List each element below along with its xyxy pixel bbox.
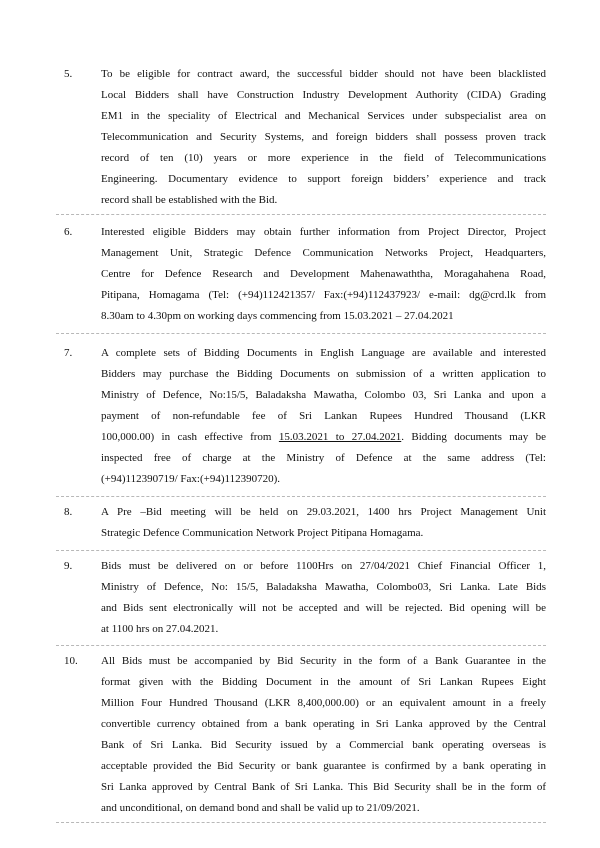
text-line: (+94)112390719/ Fax:(+94)112390720). bbox=[101, 473, 281, 485]
clause-number: 8. bbox=[64, 506, 73, 518]
text-line: Bidders may purchase the Bidding Documents on submission of a written application to bbox=[101, 368, 546, 380]
section-divider bbox=[56, 822, 546, 823]
text-line: Engineering. Documentary evidence to support foreign bidders’ experience and track bbox=[101, 173, 546, 185]
text-line: inspected free of charge at the Ministry of Defence at the same address (Tel: bbox=[101, 452, 546, 464]
section-divider bbox=[56, 214, 546, 215]
text-line: Bids must be delivered on or before 1100Hrs on 27/04/2021 Chief Financial Officer 1, bbox=[101, 560, 546, 572]
text-line: Local Bidders shall have Construction Industry Development Authority (CIDA) Grading bbox=[101, 89, 546, 101]
section-divider bbox=[56, 496, 546, 497]
text-line: Bank of Sri Lanka. Bid Security issued by a Commercial bank operating overseas is bbox=[101, 739, 546, 751]
text-line: Pitipana, Homagama (Tel: (+94)112421357/ Fax:(+94)112437923/ e-mail: dg@crd.lk from bbox=[101, 289, 546, 301]
text-line: Management Unit, Strategic Defence Communication Networks Project, Headquarters, bbox=[101, 247, 546, 259]
text-line: Centre for Defence Research and Development Mahenawaththa, Moragahahena Road, bbox=[101, 268, 546, 280]
clause-number: 6. bbox=[64, 226, 73, 238]
section-divider bbox=[56, 550, 546, 551]
text-line: EM1 in the speciality of Electrical and Mechanical Services under subspecialist area on bbox=[101, 110, 546, 122]
text-line: Sri Lanka approved by Central Bank of Sri Lanka. This Bid Security shall be in the form of bbox=[101, 781, 546, 793]
text-line: A complete sets of Bidding Documents in English Language are available and interested bbox=[101, 347, 546, 359]
text-line: Interested eligible Bidders may obtain further information from Project Director, Project bbox=[101, 226, 546, 238]
underlined-dates: 15.03.2021 to 27.04.2021 bbox=[278, 431, 402, 443]
text-line: payment of non-refundable fee of Sri Lankan Rupees Hundred Thousand (LKR bbox=[101, 410, 546, 422]
clause-text bbox=[101, 556, 546, 640]
text-line: acceptable provided the Bid Security or bank guarantee is confirmed by a bank operating in bbox=[101, 760, 546, 772]
clause-number: 7. bbox=[64, 347, 73, 359]
clause-text bbox=[101, 502, 546, 544]
text-line: format given with the Bidding Document in the amount of Sri Lankan Rupees Eight bbox=[101, 676, 546, 688]
text-line: record shall be established with the Bid. bbox=[101, 194, 278, 206]
clause-text bbox=[101, 343, 546, 490]
text-segment: . Bidding documents may be bbox=[401, 431, 546, 443]
text-line: and Bids sent electronically will not be accepted and will be rejected. Bid opening will be bbox=[101, 602, 546, 614]
clause-number: 5. bbox=[64, 68, 73, 80]
clause-text bbox=[101, 64, 546, 211]
text-segment: 100,000.00) in cash effective from bbox=[101, 431, 279, 443]
clause-text bbox=[101, 222, 546, 327]
clause-number: 9. bbox=[64, 560, 73, 572]
clause-number: 10. bbox=[64, 655, 78, 667]
text-line: Telecommunication and Security Systems, and foreign bidders shall possess proven track bbox=[101, 131, 546, 143]
text-line: All Bids must be accompanied by Bid Security in the form of a Bank Guarantee in the bbox=[101, 655, 546, 667]
text-line: convertible currency obtained from a bank operating in Sri Lanka approved by the Central bbox=[101, 718, 546, 730]
text-line: Ministry of Defence, No: 15/5, Baladaksha Mawatha, Colombo03, Sri Lanka. Late Bids bbox=[101, 581, 546, 593]
text-line-with-dates bbox=[101, 427, 546, 448]
text-line: Ministry of Defence, No:15/5, Baladaksha Mawatha, Colombo 03, Sri Lanka and upon a bbox=[101, 389, 546, 401]
text-line: Strategic Defence Communication Network Project Pitipana Homagama. bbox=[101, 527, 424, 539]
text-line: at 1100 hrs on 27.04.2021. bbox=[101, 623, 219, 635]
text-line: 8.30am to 4.30pm on working days commencing from 15.03.2021 – 27.04.2021 bbox=[101, 310, 454, 322]
text-line: Million Four Hundred Thousand (LKR 8,400,000.00) or an equivalent amount in a freely bbox=[101, 697, 546, 709]
text-line: record of ten (10) years or more experience in the field of Telecommunications bbox=[101, 152, 546, 164]
section-divider bbox=[56, 333, 546, 334]
section-divider bbox=[56, 645, 546, 646]
text-line: and unconditional, on demand bond and shall be valid up to 21/09/2021. bbox=[101, 802, 420, 814]
text-line: To be eligible for contract award, the successful bidder should not have been blacklisted bbox=[101, 68, 546, 80]
clause-text bbox=[101, 651, 546, 819]
text-line: A Pre –Bid meeting will be held on 29.03.2021, 1400 hrs Project Management Unit bbox=[101, 506, 546, 518]
